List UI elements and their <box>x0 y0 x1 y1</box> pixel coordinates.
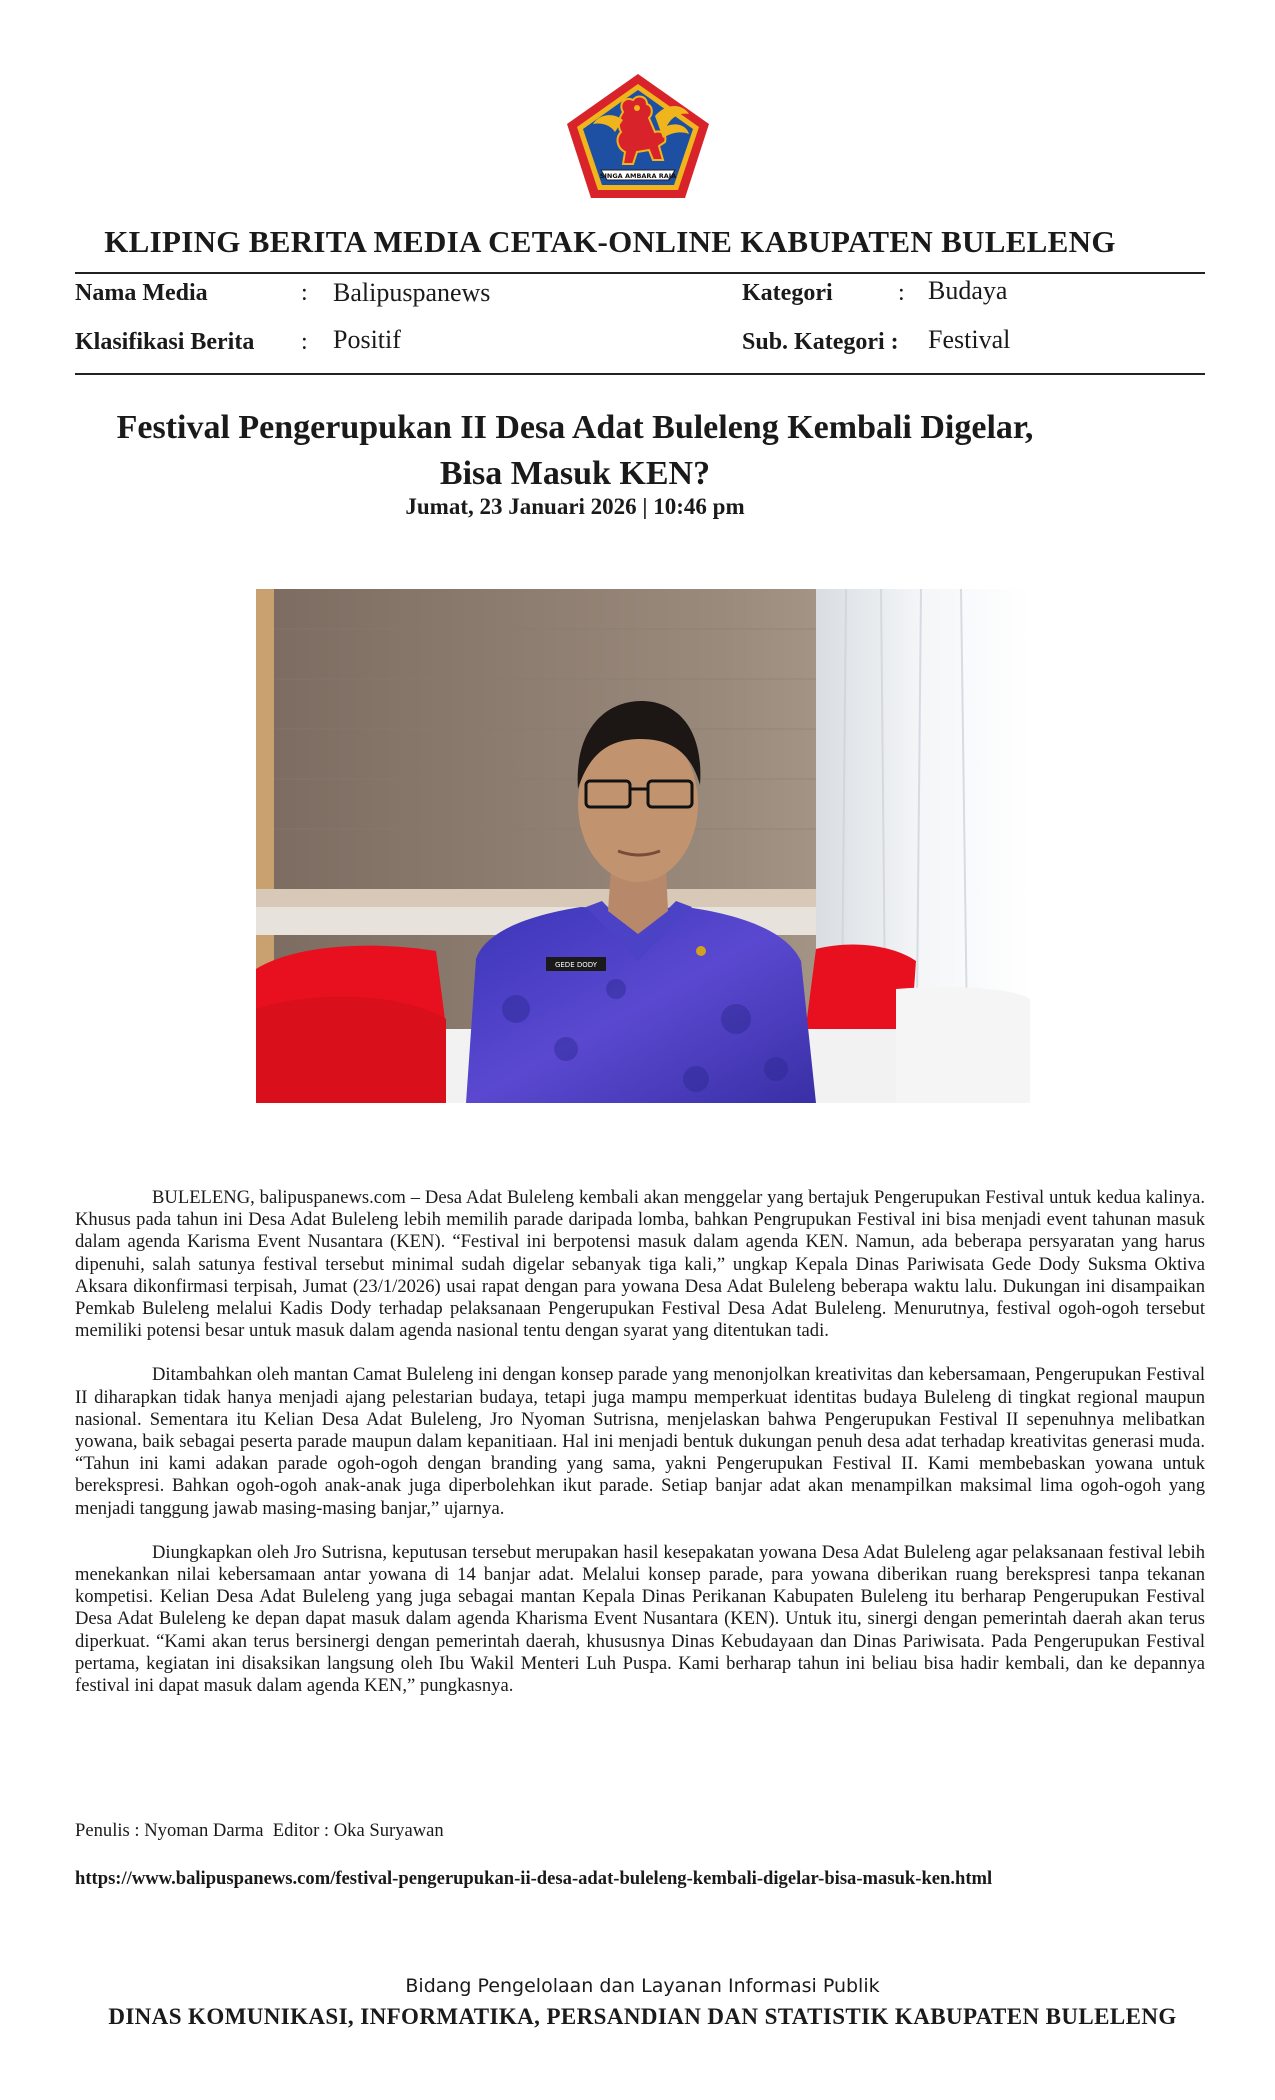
buleleng-regency-logo <box>563 72 713 200</box>
header-divider-top <box>75 272 1205 274</box>
sub-kategori-value: Festival <box>928 325 1011 354</box>
sub-kategori-label: Sub. Kategori : <box>742 329 899 355</box>
footer-department: DINAS KOMUNIKASI, INFORMATIKA, PERSANDIAN DAN STATISTIK KABUPATEN BULELENG <box>108 2004 1177 2029</box>
article-paragraph: Diungkapkan oleh Jro Sutrisna, keputusan tersebut merupakan hasil kesepakatan yowana Desa Adat Buleleng agar pelaksanaan festival lebih menekankan nilai kebersamaan antar yowana di 14 banjar adat. Melalui konsep parade, para yowana diberikan ruang berekspresi tanpa tekanan kompetisi. Kelian Desa Adat Buleleng yang juga sebagai mantan Kepala Dinas Perikanan Kabupaten Buleleng itu berharap Pengerupukan Festival Desa Adat Buleleng ke depan dapat masuk dalam agenda Kharisma Event Nusantara (KEN). Untuk itu, sinergi dengan pemerintah daerah akan terus diperkuat. “Kami akan terus bersinergi dengan pemerintah daerah, khususnya Dinas Kebudayaan dan Dinas Pariwisata. Pada Pengerupukan Festival pertama, kegiatan ini disaksikan langsung oleh Ibu Wakil Menteri Luh Puspa. Kami berharap tahun ini beliau bisa hadir kembali, dan ke depannya festival ini dapat masuk dalam agenda KEN,” pungkasnya. <box>75 1541 1205 1697</box>
klasifikasi-berita-colon: : <box>301 329 308 355</box>
article-title-line-1: Festival Pengerupukan II Desa Adat Buleleng Kembali Digelar, <box>116 409 1034 446</box>
article-title-line-2: Bisa Masuk KEN? <box>439 455 711 492</box>
header-divider-bottom <box>75 373 1205 375</box>
photo-name-tag: GEDE DODY <box>554 961 598 969</box>
klasifikasi-berita-label: Klasifikasi Berita <box>75 329 255 355</box>
nama-media-colon: : <box>301 280 308 306</box>
article-photo <box>256 589 1030 1103</box>
article-credits: Penulis : Nyoman Darma Editor : Oka Suryawan <box>75 1820 444 1841</box>
footer-division: Bidang Pengelolaan dan Layanan Informasi Publik <box>405 1975 880 1997</box>
kategori-value: Budaya <box>928 276 1008 305</box>
article-paragraph: Ditambahkan oleh mantan Camat Buleleng ini dengan konsep parade yang menonjolkan kreativitas dan kebersamaan, Pengerupukan Festival II diharapkan tidak hanya menjadi ajang pelestarian budaya, tetapi juga mampu memperkuat identitas budaya Buleleng di tingkat regional maupun nasional. Sementara itu Kelian Desa Adat Buleleng, Jro Nyoman Sutrisna, menjelaskan bahwa Pengerupukan Festival II sepenuhnya melibatkan yowana, baik sebagai peserta parade maupun dalam kepanitiaan. Hal ini menjadi bentuk dukungan penuh desa adat terhadap kreativitas generasi muda. “Tahun ini kami adakan parade ogoh-ogoh dengan branding yang sama, yakni Pengerupukan Festival II. Kami membebaskan yowana untuk berekspresi. Bahkan ogoh-ogoh anak-anak juga diperbolehkan ikut parade. Setiap banjar adat akan menampilkan maksimal lima ogoh-ogoh yang menjadi tanggung jawab masing-masing banjar,” ujarnya. <box>75 1364 1205 1519</box>
article-date: Jumat, 23 Januari 2026 | 10:46 pm <box>405 494 745 519</box>
article-paragraph: BULELENG, balipuspanews.com – Desa Adat Buleleng kembali akan menggelar yang bertajuk Pengerupukan Festival untuk kedua kalinya. Khusus pada tahun ini Desa Adat Buleleng lebih memilih parade daripada lomba, bahkan Pengrupukan Festival ini bisa menjadi event tahunan masuk dalam agenda Karisma Event Nusantara (KEN). “Festival ini berpotensi masuk dalam agenda KEN. Namun, ada beberapa persyaratan yang harus dipenuhi, salah satunya festival tersebut minimal sudah digelar sebanyak tiga kali,” ungkap Kepala Dinas Pariwisata Gede Dody Suksma Oktiva Aksara dikonfirmasi terpisah, Jumat (23/1/2026) usai rapat dengan para yowana Desa Adat Buleleng beberapa waktu lalu. Dukungan ini disampaikan Pemkab Buleleng melalui Kadis Dody terhadap pelaksanaan Pengerupukan Festival Desa Adat Buleleng. Menurutnya, festival ogoh-ogoh tersebut memiliki potensi besar untuk masuk dalam agenda nasional tentu dengan syarat yang ditentukan tadi. <box>75 1187 1205 1342</box>
source-url-link[interactable]: https://www.balipuspanews.com/festival-pengerupukan-ii-desa-adat-buleleng-kembali-digelar-bisa-masuk-ken.html <box>75 1868 993 1889</box>
article-body <box>75 1187 1205 1719</box>
kategori-label: Kategori <box>742 280 833 306</box>
nama-media-value: Balipuspanews <box>333 278 491 307</box>
nama-media-label: Nama Media <box>75 280 208 306</box>
article-title <box>0 405 1150 497</box>
document-header-title: KLIPING BERITA MEDIA CETAK-ONLINE KABUPATEN BULELENG <box>104 224 1116 259</box>
kategori-colon: : <box>898 280 905 306</box>
klasifikasi-berita-value: Positif <box>333 325 401 354</box>
logo-motto-text: SINGA AMBARA RAJA <box>599 172 677 180</box>
